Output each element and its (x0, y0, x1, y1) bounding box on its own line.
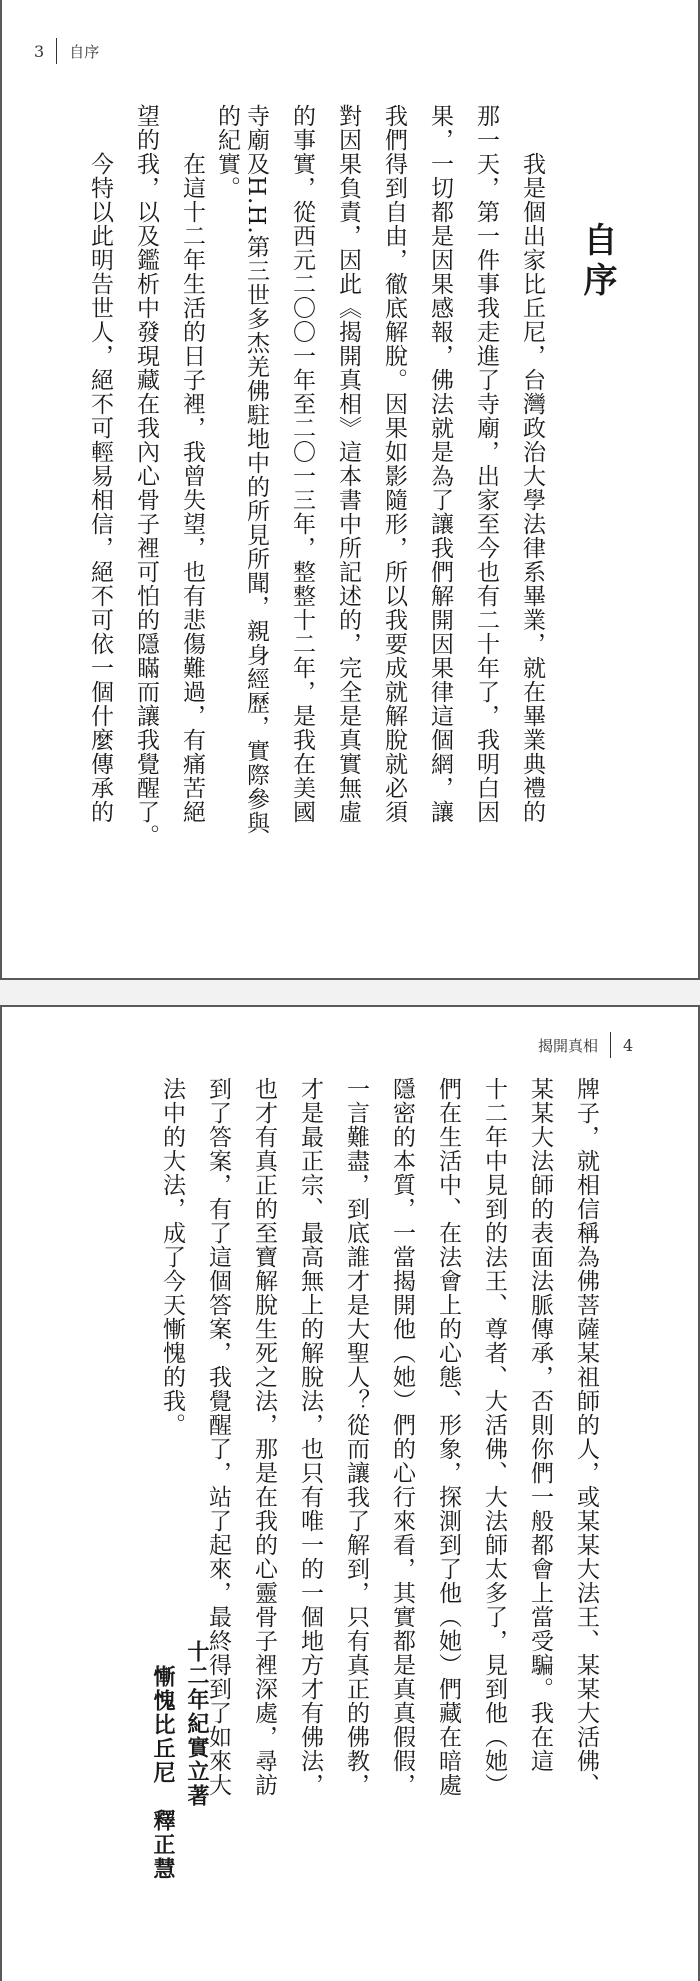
text-column: 那一天，第一件事我走進了寺廟，出家至今也有二十年了，我明白因 (473, 104, 499, 824)
chapter-title: 自序 (577, 222, 617, 302)
header-title: 自序 (69, 42, 100, 61)
page-number: 3 (34, 41, 45, 61)
signature-line-2: 慚愧比丘尼 釋正慧 (150, 1665, 176, 1881)
signature-line-1: 十二年紀實立著 (184, 1640, 210, 1808)
text-column: 果，一切都是因果感報，佛法就是為了讓我們解開因果律這個網，讓 (427, 104, 453, 824)
text-column: 隱密的本質，一當揭開他（她）們的心行來看，其實都是真真假假， (389, 1077, 415, 1797)
text-column: 牌子，就相信稱為佛菩薩某祖師的人，或某某大法王、某某大活佛、 (573, 1077, 599, 1797)
text-column: 某某大法師的表面法脈傳承，否則你們一般都會上當受騙。我在這 (527, 1077, 553, 1773)
text-column: 在這十二年生活的日子裡，我曾失望，也有悲傷難過，有痛苦絕 (179, 152, 205, 824)
text-column: 寺廟及H.H.第三世多杰羌佛駐地中的所見所聞，親身經歷，實際參與 (243, 104, 269, 835)
page-gap (0, 980, 700, 1005)
text-column: 也才有真正的至寶解脫生死之法，那是在我的心靈骨子裡深處，尋訪 (251, 1077, 277, 1797)
text-column: 的紀實。 (214, 104, 240, 200)
text-column: 到了答案，有了這個答案，我覺醒了，站了起來，最終得到了如來大 (205, 1077, 231, 1797)
header-divider (56, 38, 57, 64)
text-column: 對因果負責，因此《揭開真相》這本書中所記述的，完全是真實無虛 (335, 104, 361, 824)
text-column: 我是個出家比丘尼，台灣政治大學法律系畢業，就在畢業典禮的 (519, 152, 545, 824)
text-column: 十二年中見到的法王、尊者、大活佛、大法師太多了，見到他（她） (481, 1077, 507, 1797)
text-column: 一言難盡，到底誰才是大聖人？從而讓我了解到，只有真正的佛教， (343, 1077, 369, 1797)
text-column: 我們得到自由，徹底解脫。因果如影隨形，所以我要成就解脫就必須 (381, 104, 407, 824)
header-book-title: 揭開真相 (538, 1036, 599, 1055)
text-column: 才是最正宗、最高無上的解脫法，也只有唯一的一個地方才有佛法， (297, 1077, 323, 1797)
header-divider (610, 1032, 611, 1058)
text-column: 們在生活中、在法會上的心態、形象，探測到了他（她）們藏在暗處 (435, 1077, 461, 1797)
text-column: 法中的大法，成了今天慚愧的我。 (159, 1077, 185, 1437)
page-4-header (538, 1032, 633, 1058)
text-column: 今特以此明告世人，絕不可輕易相信，絕不可依一個什麼傳承的 (87, 152, 113, 824)
page-3-header (34, 38, 99, 64)
page-number: 4 (623, 1035, 634, 1055)
text-column: 望的我，以及鑑析中發現藏在我內心骨子裡可怕的隱瞞而讓我覺醒了。 (133, 104, 159, 848)
text-column: 的事實，從西元二〇〇一年至二〇一三年，整整十二年，是我在美國 (289, 104, 315, 824)
